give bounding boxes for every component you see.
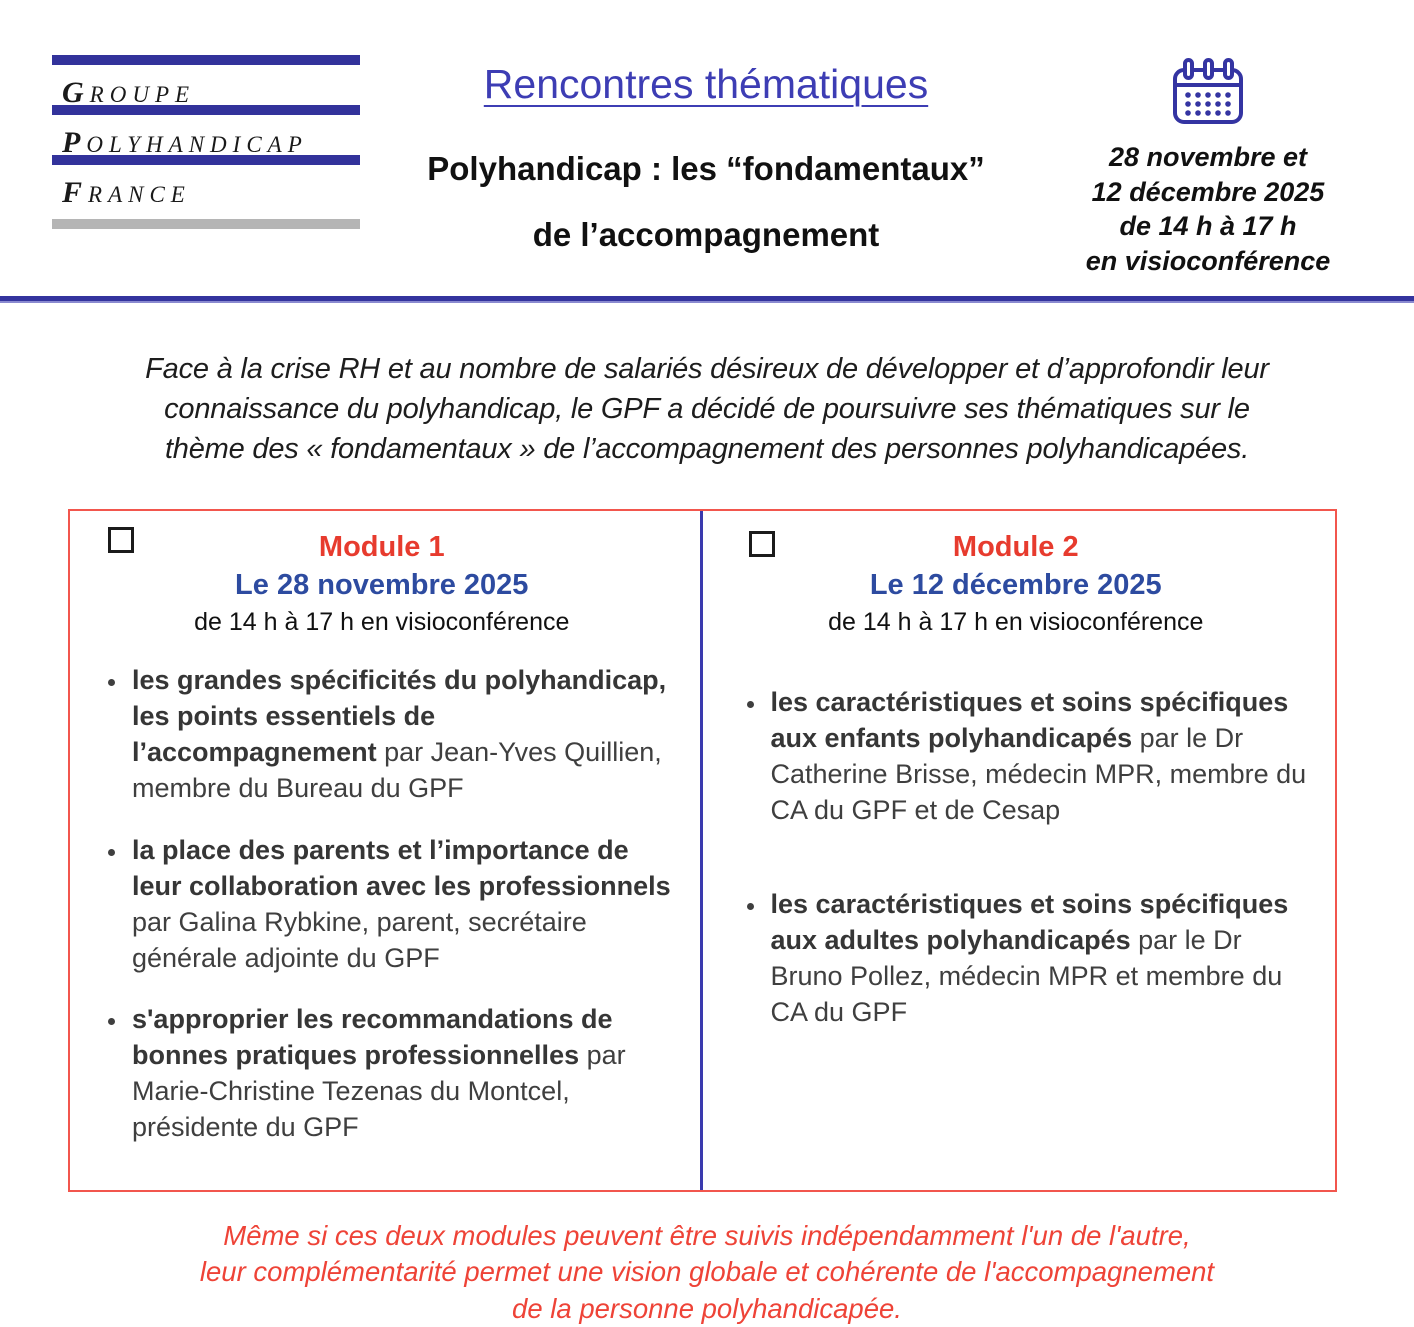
schedule-dates <box>1052 140 1364 278</box>
topic-speaker: par le Dr Bruno Pollez, médecin MPR et membre du CA du GPF <box>770 924 1283 1027</box>
module-1-time: de 14 h à 17 h en visioconférence <box>194 608 570 637</box>
list-item <box>767 685 1310 829</box>
list-item <box>128 1002 674 1146</box>
list-item <box>128 663 674 807</box>
subtitle-line-2: de l’accompagnement <box>532 216 880 253</box>
footer-line: leur complémentarité permet une vision globale et cohérente de l'accompagnement <box>199 1256 1215 1288</box>
gpf-logo <box>52 55 360 278</box>
header-divider-rule <box>0 296 1414 303</box>
module-2-panel <box>703 511 1336 1190</box>
logo-bar-gray <box>52 219 360 229</box>
module-1-date: Le 28 novembre 2025 <box>235 569 529 602</box>
schedule-line: 12 décembre 2025 <box>1091 176 1325 207</box>
intro-paragraph <box>57 349 1357 469</box>
calendar-icon <box>1170 57 1246 132</box>
intro-line: connaissance du polyhandicap, le GPF a décidé de poursuivre ses thématiques sur le <box>164 393 1250 426</box>
module-1-panel <box>70 511 703 1190</box>
subtitle-line-1: Polyhandicap : les “fondamentaux” <box>427 150 985 187</box>
schedule-line: en visioconférence <box>1085 245 1331 276</box>
module-2-time: de 14 h à 17 h en visioconférence <box>828 608 1204 637</box>
list-item <box>767 887 1310 1031</box>
topic-speaker: par Jean-Yves Quillien, membre du Bureau du GPF <box>132 737 662 803</box>
module-2-checkbox[interactable] <box>749 531 775 557</box>
schedule-block <box>1052 55 1364 278</box>
logo-word-groupe: GROUPE <box>62 76 196 109</box>
modules-box <box>68 509 1337 1192</box>
topic-bold: la place des parents et l’importance de leur collaboration avec les professionnels <box>132 834 671 901</box>
topic-bold: les caractéristiques et soins spécifiques aux enfants polyhandicapés <box>770 687 1289 754</box>
module-1-checkbox[interactable] <box>108 527 134 553</box>
module-1-title: Module 1 <box>318 531 445 564</box>
intro-line: thème des « fondamentaux » de l’accompagnement des personnes polyhandicapées. <box>164 433 1250 466</box>
topic-speaker: par Marie-Christine Tezenas du Montcel, présidente du GPF <box>132 1040 626 1143</box>
list-item <box>128 833 674 977</box>
footer-line: de la personne polyhandicapée. <box>512 1292 902 1324</box>
topic-speaker: par le Dr Catherine Brisse, médecin MPR, membre du CA du GPF et de Cesap <box>770 723 1307 825</box>
schedule-line: 28 novembre et <box>1108 142 1308 172</box>
topic-bold: s'approprier les recommandations de bonnes pratiques professionnelles <box>132 1004 613 1071</box>
topic-speaker: par Galina Rybkine, parent, secrétaire générale adjointe du GPF <box>132 906 587 973</box>
logo-word-polyhandicap: POLYHANDICAP <box>62 126 308 159</box>
topic-bold: les caractéristiques et soins spécifiques aux adultes polyhandicapés <box>770 888 1289 955</box>
logo-bar <box>52 55 360 65</box>
module-2-date: Le 12 décembre 2025 <box>869 569 1162 602</box>
page-title: Rencontres thématiques <box>483 61 929 107</box>
footer-line: Même si ces deux modules peuvent être suivis indépendamment l'un de l'autre, <box>223 1220 1191 1252</box>
footer-note <box>0 1218 1414 1327</box>
topic-bold: les grandes spécificités du polyhandicap, les points essentiels de l’accompagnement <box>132 665 667 768</box>
module-1-topics <box>92 663 674 1146</box>
schedule-line: de 14 h à 17 h <box>1119 211 1297 242</box>
logo-word-france: FRANCE <box>62 176 191 209</box>
header <box>0 0 1414 278</box>
header-center <box>360 55 1052 278</box>
module-2-title: Module 2 <box>952 531 1079 564</box>
module-2-topics <box>725 685 1310 1030</box>
intro-line: Face à la crise RH et au nombre de salariés désireux de développer et d’approfondir leur <box>145 353 1269 386</box>
